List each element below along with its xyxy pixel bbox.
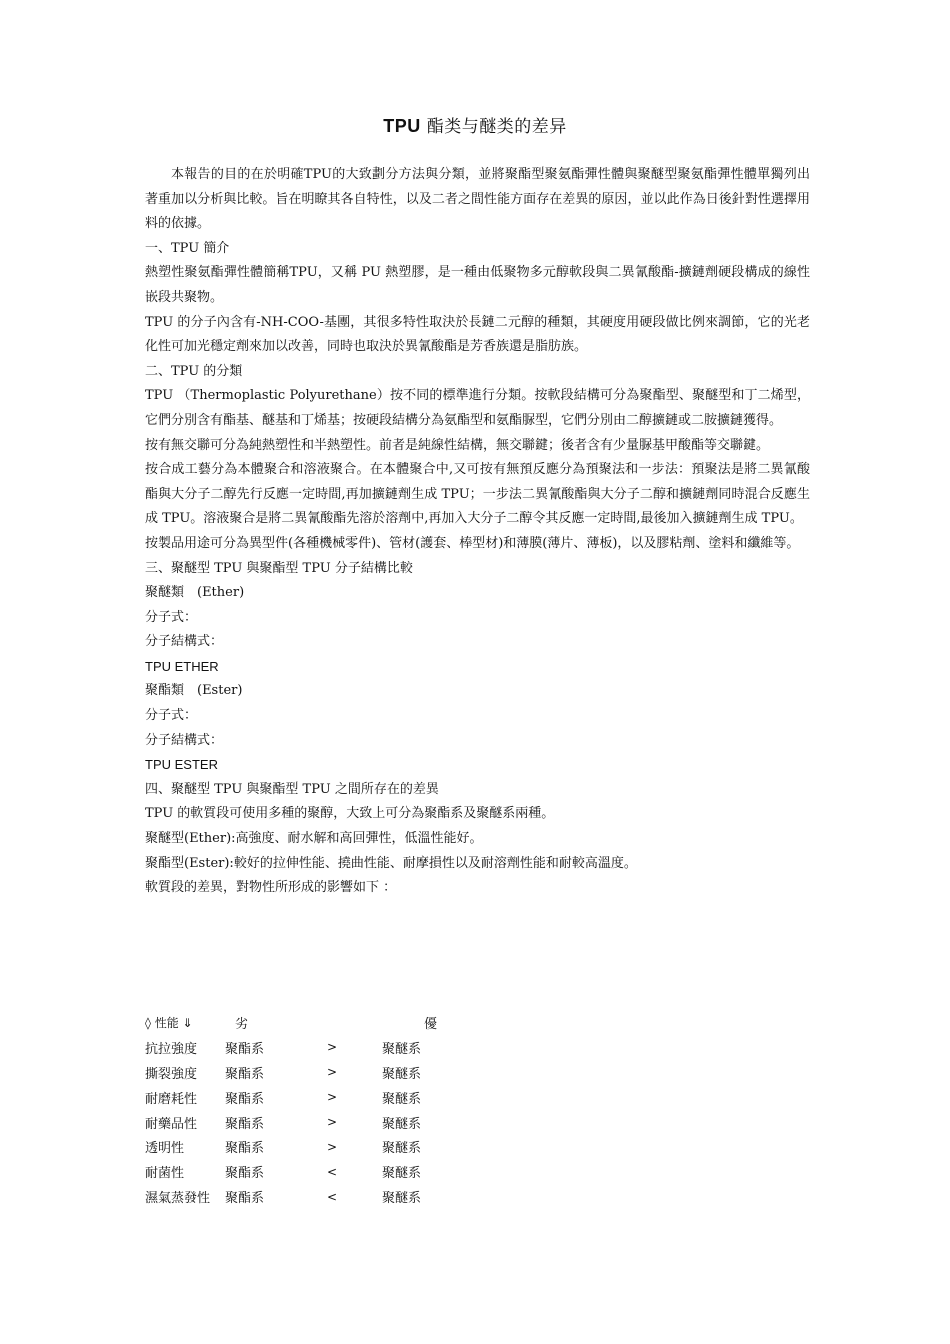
relation-cell: < bbox=[327, 1189, 338, 1204]
title-text: 酯类与醚类的差异 bbox=[420, 117, 567, 137]
intro-paragraph: 本報告的目的在於明確TPU的大致劃分方法與分類，並將聚酯型聚氨酯彈性體與聚醚型聚氨酯彈性體單獨列出著重加以分析與比較。旨在明瞭其各自特性，以及二者之間性能方面存在差異的原因，並以此作為日後針對性選擇用料的依據。 bbox=[145, 167, 810, 232]
worse-cell: 聚酯系 bbox=[225, 1166, 265, 1182]
section-heading-2: 二、TPU 的分類 bbox=[145, 363, 243, 379]
ester-label: 聚酯類 (Ester) bbox=[145, 683, 243, 699]
worse-cell: 聚酯系 bbox=[225, 1116, 265, 1132]
formula-label: 分子式： bbox=[145, 609, 198, 625]
property-cell: 耐菌性 bbox=[145, 1166, 185, 1182]
header-property: ◊ 性能 ⇓ bbox=[145, 1015, 193, 1030]
relation-cell: < bbox=[327, 1164, 338, 1179]
paragraph: TPU （Thermoplastic Polyurethane）按不同的標準進行分類。按軟段結構可分為聚酯型、聚醚型和丁二烯型，它們分別含有酯基、醚基和丁烯基；按硬段結構分為氨酯型和氨酯脲型，它們分別由二醇擴鏈或二胺擴鏈獲得。 bbox=[145, 388, 810, 428]
paragraph: 按有無交聯可分為純熱塑性和半熱塑性。前者是純線性結構，無交聯鍵；後者含有少量脲基甲酸酯等交聯鍵。 bbox=[145, 437, 770, 453]
better-cell: 聚醚系 bbox=[382, 1191, 422, 1207]
paragraph: 按製品用途可分為異型件(各種機械零件)、管材(護套、棒型材)和薄膜(薄片、薄板)，以及膠粘劑、塗料和纖維等。 bbox=[145, 535, 800, 551]
table-row bbox=[145, 1134, 524, 1159]
property-cell: 撕裂強度 bbox=[145, 1066, 198, 1082]
paragraph: TPU 的分子內含有-NH-COO-基團，其很多特性取決於長鏈二元醇的種類，其硬度用硬段做比例來調節，它的光老化性可加光穩定劑來加以改善，同時也取決於異氰酸酯是芳香族還是脂肪族。 bbox=[145, 314, 810, 355]
paragraph: 按合成工藝分為本體聚合和溶液聚合。在本體聚合中,又可按有無預反應分為預聚法和一步法：預聚法是將二異氰酸酯與大分子二醇先行反應一定時間,再加擴鏈劑生成 TPU；一步法二異氰酸酯與大分子二醇和擴鏈劑同時混合反應生成 TPU。溶液聚合是將二異氰酸酯先溶於溶劑中,再加入大分子二醇令其反應一定時間,最後加入擴鏈劑生成 TPU。 bbox=[145, 462, 810, 527]
tpu-ether-label: TPU ETHER bbox=[145, 658, 219, 674]
structure-label: 分子結構式： bbox=[145, 732, 224, 748]
title-latin: TPU bbox=[383, 116, 421, 136]
table-row bbox=[145, 1159, 524, 1184]
paragraph: 熱塑性聚氨酯彈性體簡稱TPU，又稱 PU 熱塑膠，是一種由低聚物多元醇軟段與二異氰酸酯-擴鏈劑硬段構成的線性嵌段共聚物。 bbox=[145, 265, 810, 305]
paragraph: 聚醚型(Ether):高強度、耐水解和高回彈性，低溫性能好。 bbox=[145, 831, 483, 847]
better-cell: 聚醚系 bbox=[382, 1116, 422, 1132]
table-row bbox=[145, 1184, 524, 1209]
table-header-row bbox=[145, 1010, 524, 1035]
worse-cell: 聚酯系 bbox=[225, 1091, 265, 1107]
table-row bbox=[145, 1060, 524, 1085]
worse-cell: 聚酯系 bbox=[225, 1141, 265, 1157]
header-relation bbox=[327, 1010, 382, 1035]
page-title bbox=[0, 112, 950, 137]
section-heading-4: 四、聚醚型 TPU 與聚酯型 TPU 之間所存在的差異 bbox=[145, 781, 439, 797]
paragraph: 聚酯型(Ester):較好的拉伸性能、撓曲性能、耐摩損性以及耐溶劑性能和耐較高溫度。 bbox=[145, 855, 637, 871]
better-cell: 聚醚系 bbox=[382, 1066, 422, 1082]
ether-label: 聚醚類 (Ether) bbox=[145, 585, 245, 601]
relation-cell: > bbox=[327, 1139, 338, 1154]
table-row bbox=[145, 1110, 524, 1135]
relation-cell: > bbox=[327, 1115, 338, 1129]
better-cell: 聚醚系 bbox=[382, 1091, 422, 1107]
relation-cell: > bbox=[327, 1040, 338, 1055]
worse-cell: 聚酯系 bbox=[225, 1191, 265, 1207]
formula-label: 分子式： bbox=[145, 708, 198, 724]
section-heading-3: 三、聚醚型 TPU 與聚酯型 TPU 分子結構比較 bbox=[145, 560, 413, 576]
better-cell: 聚醚系 bbox=[382, 1041, 422, 1057]
table-row bbox=[145, 1035, 524, 1060]
paragraph: TPU 的軟質段可使用多種的聚醇，大致上可分為聚酯系及聚醚系兩種。 bbox=[145, 806, 555, 822]
property-cell: 透明性 bbox=[145, 1141, 185, 1157]
better-cell: 聚醚系 bbox=[382, 1141, 422, 1157]
header-worse: 劣 bbox=[235, 1016, 249, 1032]
header-better: 優 bbox=[424, 1016, 438, 1032]
worse-cell: 聚酯系 bbox=[225, 1066, 265, 1082]
property-cell: 抗拉強度 bbox=[145, 1041, 198, 1057]
comparison-table bbox=[145, 1010, 524, 1209]
property-cell: 耐磨耗性 bbox=[145, 1091, 198, 1107]
property-cell: 耐藥品性 bbox=[145, 1116, 198, 1132]
section-heading-1: 一、TPU 簡介 bbox=[145, 240, 230, 256]
structure-label: 分子結構式： bbox=[145, 634, 224, 650]
property-cell: 濕氣蒸發性 bbox=[145, 1191, 211, 1207]
document-body bbox=[145, 163, 810, 901]
relation-cell: > bbox=[327, 1065, 338, 1080]
better-cell: 聚醚系 bbox=[382, 1166, 422, 1182]
table-row bbox=[145, 1085, 524, 1110]
relation-cell: > bbox=[327, 1090, 338, 1105]
paragraph: 軟質段的差異，對物性所形成的影響如下 ： bbox=[145, 880, 397, 896]
worse-cell: 聚酯系 bbox=[225, 1041, 265, 1057]
tpu-ester-label: TPU ESTER bbox=[145, 757, 218, 773]
